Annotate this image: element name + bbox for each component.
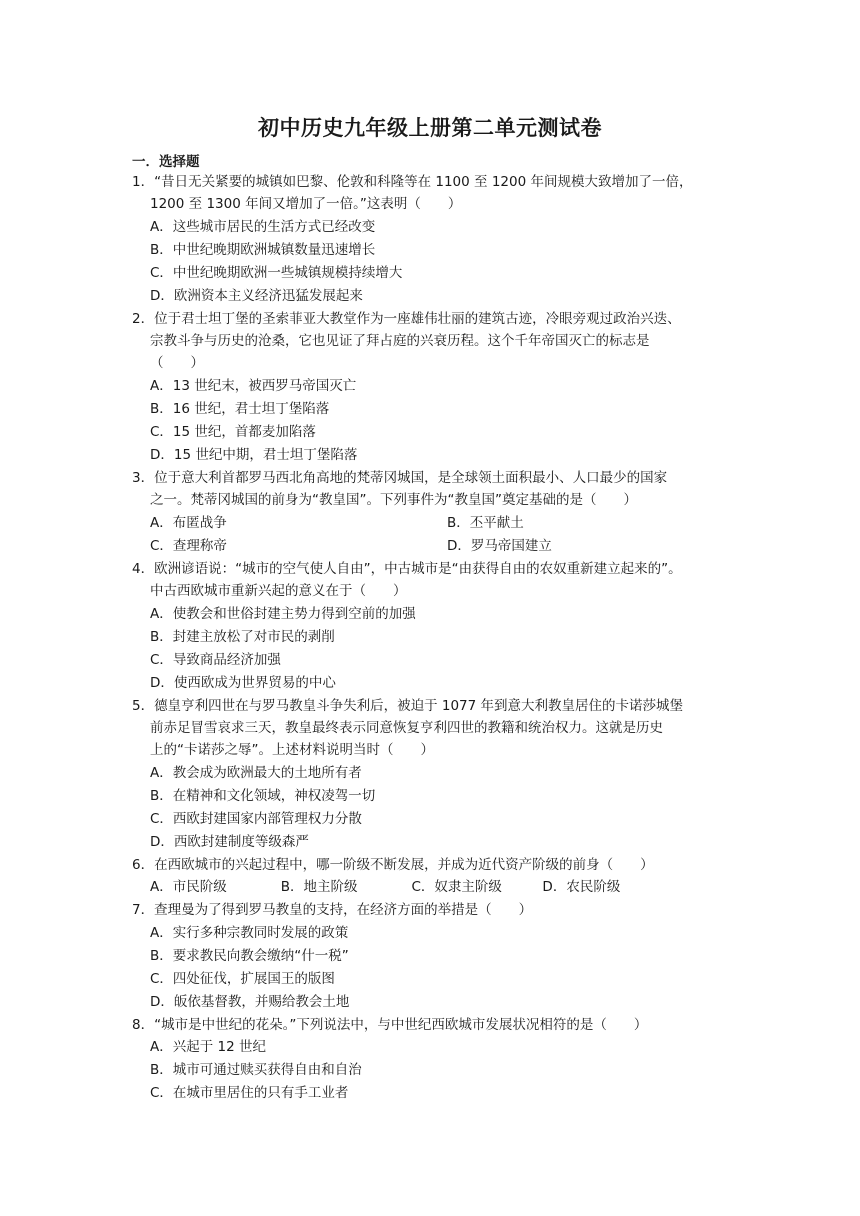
- answer-option-line: D．西欧封建制度等级森严: [150, 834, 309, 850]
- answer-option-line: 宗教斗争与历史的沧桑，它也见证了拜占庭的兴衰历程。这个千年帝国灭亡的标志是: [150, 333, 650, 349]
- question-line: 7．查理曼为了得到罗马教皇的支持，在经济方面的举措是（ ）: [132, 902, 533, 918]
- question-line: 2．位于君士坦丁堡的圣索菲亚大教堂作为一座雄伟壮丽的建筑古迹，冷眼旁观过政治兴迭、: [132, 311, 681, 327]
- answer-option-line: D．皈依基督教，并赐给教会土地: [150, 994, 350, 1010]
- answer-option-line: D．使西欧成为世界贸易的中心: [150, 675, 336, 691]
- answer-option-line: A．布匿战争: [150, 515, 227, 531]
- answer-option-line: A．实行多种宗教同时发展的政策: [150, 925, 349, 941]
- answer-option-line: D．欧洲资本主义经济迅猛发展起来: [150, 288, 363, 304]
- question-line: 1．“昔日无关紧要的城镇如巴黎、伦敦和科隆等在 1100 至 1200 年间规模大致增加了一倍，: [132, 174, 693, 190]
- answer-option-line: B．中世纪晚期欧洲城镇数量迅速增长: [150, 242, 376, 258]
- answer-option-line: A．这些城市居民的生活方式已经改变: [150, 219, 376, 235]
- question-line: 6．在西欧城市的兴起过程中，哪一阶级不断发展，并成为近代资产阶级的前身（ ）: [132, 857, 654, 873]
- answer-option-line: D．15 世纪中期，君士坦丁堡陷落: [150, 447, 358, 463]
- page-title: 初中历史九年级上册第二单元测试卷: [258, 116, 602, 140]
- answer-option-line: 中古西欧城市重新兴起的意义在于（ ）: [150, 583, 407, 599]
- answer-option-line: B．在精神和文化领域，神权凌驾一切: [150, 788, 376, 804]
- question-line: 4．欧洲谚语说：“城市的空气使人自由”，中古城市是“由获得自由的农奴重新建立起来的”。: [132, 561, 682, 577]
- answer-option-line: B．城市可通过赎买获得自由和自治: [150, 1062, 362, 1078]
- answer-option-line: B．封建主放松了对市民的剥削: [150, 629, 335, 645]
- answer-option-line: C．四处征伐，扩展国王的版图: [150, 971, 335, 987]
- answer-option-line: B．丕平献土: [447, 515, 524, 531]
- answer-option-line: D．罗马帝国建立: [447, 538, 552, 554]
- answer-option-line: C．在城市里居住的只有手工业者: [150, 1085, 349, 1101]
- answer-option-line: 前赤足冒雪哀求三天，教皇最终表示同意恢复亨利四世的教籍和统治权力。这就是历史: [150, 720, 663, 736]
- answer-option-line: B．16 世纪，君士坦丁堡陷落: [150, 401, 330, 417]
- section-heading: 一．选择题: [132, 154, 200, 170]
- question-line: 8．“城市是中世纪的花朵。”下列说法中，与中世纪西欧城市发展状况相符的是（ ）: [132, 1017, 648, 1033]
- answer-option-line: A．市民阶级 B．地主阶级 C．奴隶主阶级 D．农民阶级: [150, 879, 621, 895]
- answer-option-line: B．要求教民向教会缴纳“什一税”: [150, 948, 349, 964]
- answer-option-line: 之一。梵蒂冈城国的前身为“教皇国”。下列事件为“教皇国”奠定基础的是（ ）: [150, 492, 637, 508]
- answer-option-line: A．13 世纪末，被西罗马帝国灭亡: [150, 378, 357, 394]
- answer-option-line: 上的“卡诺莎之辱”。上述材料说明当时（ ）: [150, 742, 434, 758]
- question-line: 3．位于意大利首都罗马西北角高地的梵蒂冈城国，是全球领土面积最小、人口最少的国家: [132, 470, 668, 486]
- answer-option-line: C．中世纪晚期欧洲一些城镇规模持续增大: [150, 265, 403, 281]
- question-line: 5．德皇亨利四世在与罗马教皇斗争失利后，被迫于 1077 年到意大利教皇居住的卡诺莎城堡: [132, 698, 684, 714]
- answer-option-line: C．15 世纪，首都麦加陷落: [150, 424, 316, 440]
- answer-option-line: 1200 至 1300 年间又增加了一倍。”这表明（ ）: [150, 196, 462, 212]
- answer-option-line: A．教会成为欧洲最大的土地所有者: [150, 765, 362, 781]
- answer-option-line: （ ）: [150, 355, 204, 371]
- answer-option-line: A．使教会和世俗封建主势力得到空前的加强: [150, 606, 416, 622]
- answer-option-line: C．查理称帝: [150, 538, 227, 554]
- answer-option-line: C．导致商品经济加强: [150, 652, 281, 668]
- answer-option-line: A．兴起于 12 世纪: [150, 1039, 266, 1055]
- answer-option-line: C．西欧封建国家内部管理权力分散: [150, 811, 362, 827]
